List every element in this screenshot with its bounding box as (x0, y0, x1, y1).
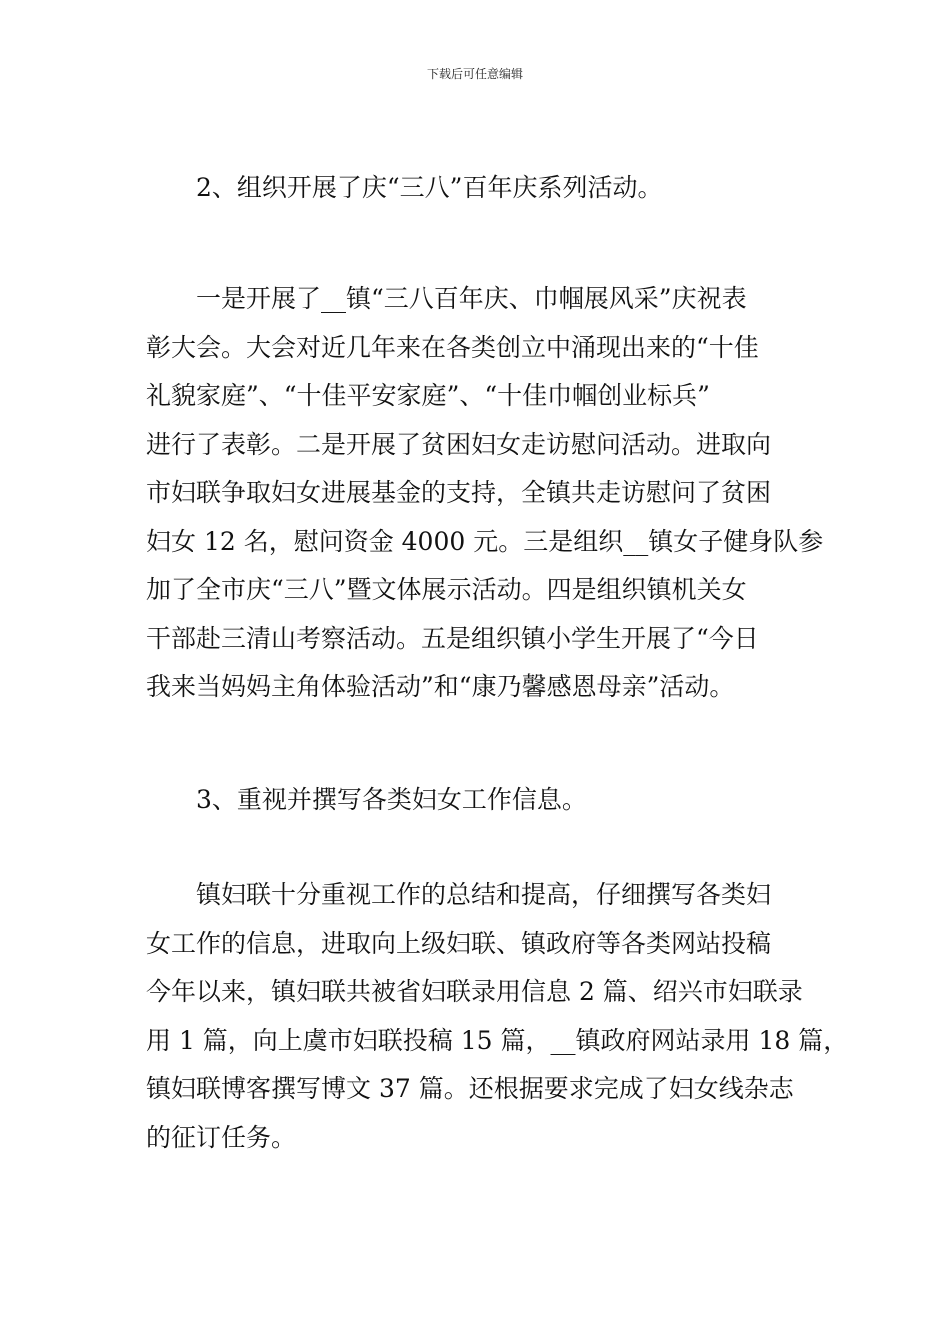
paragraph-line: 镇妇联博客撰写博文 37 篇。还根据要求完成了妇女线杂志 (146, 1074, 794, 1103)
paragraph-line: 彰大会。大会对近几年来在各类创立中涌现出来的“十佳 (146, 332, 759, 362)
paragraph-line: 一是开展了__镇“三八百年庆、巾帼展风采”庆祝表 (196, 284, 747, 313)
section-2-paragraph (146, 275, 826, 712)
paragraph-line: 我来当妈妈主角体验活动”和“康乃馨感恩母亲”活动。 (146, 672, 735, 701)
paragraph-line: 今年以来，镇妇联共被省妇联录用信息 2 篇、绍兴市妇联录 (146, 977, 803, 1006)
paragraph-line: 市妇联争取妇女进展基金的支持，全镇共走访慰问了贫困 (146, 478, 772, 507)
paragraph-line: 加了全市庆“三八”暨文体展示活动。四是组织镇机关女 (146, 575, 747, 604)
paragraph-line: 妇女 12 名，慰问资金 4000 元。三是组织__镇女子健身队参 (146, 526, 824, 556)
section-2-heading: 2、组织开展了庆“三八”百年庆系列活动。 (196, 173, 663, 202)
paragraph-line: 的征订任务。 (146, 1122, 297, 1152)
section-3-paragraph (146, 871, 849, 1162)
section-3-heading: 3、重视并撰写各类妇女工作信息。 (196, 785, 587, 814)
paragraph-line: 女工作的信息，进取向上级妇联、镇政府等各类网站投稿 (146, 928, 772, 958)
header-note: 下载后可任意编辑 (426, 67, 523, 81)
paragraph-line: 干部赴三清山考察活动。五是组织镇小学生开展了“今日 (146, 623, 759, 653)
paragraph-line: 礼貌家庭”、“十佳平安家庭”、“十佳巾帼创业标兵” (146, 381, 710, 410)
paragraph-line: 进行了表彰。二是开展了贫困妇女走访慰问活动。进取向 (146, 429, 772, 459)
paragraph-line: 用 1 篇，向上虞市妇联投稿 15 篇，__镇政府网站录用 18 篇， (146, 1025, 849, 1055)
paragraph-line: 镇妇联十分重视工作的总结和提高，仔细撰写各类妇 (196, 880, 772, 909)
